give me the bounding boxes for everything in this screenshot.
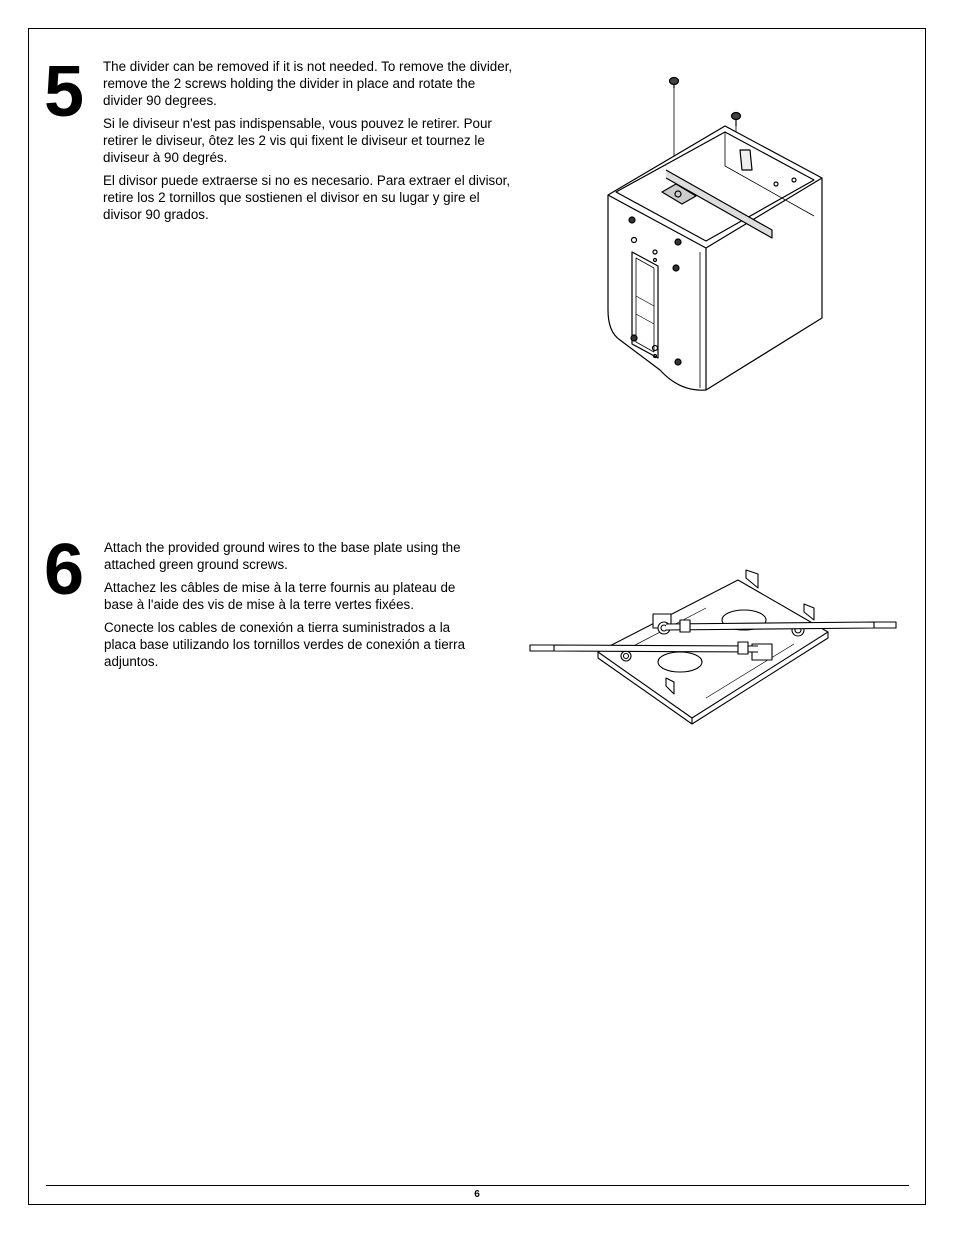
step-5-text-fr: Si le diviseur n'est pas indispensable, vous pouvez le retirer. Pour retirer le diviseur, ôtez les 2 vis qui fixent le diviseur et tournez le diviseur à 90 degrés. <box>103 116 492 165</box>
step-6-text-en: Attach the provided ground wires to the base plate using the attached green ground screws. <box>104 540 461 572</box>
step-6-number: 6 <box>44 530 83 610</box>
step-5-text-es: El divisor puede extraerse si no es necesario. Para extraer el divisor, retire los 2 tornillos que sostienen el divisor en su lugar y gire el divisor 90 grados. <box>103 173 511 222</box>
ground-screw-icon <box>621 651 631 661</box>
step-6-instructions <box>104 539 484 676</box>
step-5-number: 5 <box>44 52 83 132</box>
step-5-text-en: The divider can be removed if it is not needed. To remove the divider, remove the 2 screws holding the divider in place and rotate the divider 90 degrees. <box>103 59 513 108</box>
base-plate-ground-wire-illustration <box>526 568 902 728</box>
step-6-text-es: Conecte los cables de conexión a tierra suministrados a la placa base utilizando los tornillos verdes de conexión a tierra adjuntos. <box>104 620 466 669</box>
page-number: 6 <box>474 1189 480 1200</box>
step-5-instructions <box>103 58 518 229</box>
footer-rule <box>46 1185 909 1186</box>
divider-box-illustration <box>600 70 830 395</box>
step-6-text-fr: Attachez les câbles de mise à la terre fournis au plateau de base à l'aide des vis de mise à la terre vertes fixées. <box>104 580 456 612</box>
